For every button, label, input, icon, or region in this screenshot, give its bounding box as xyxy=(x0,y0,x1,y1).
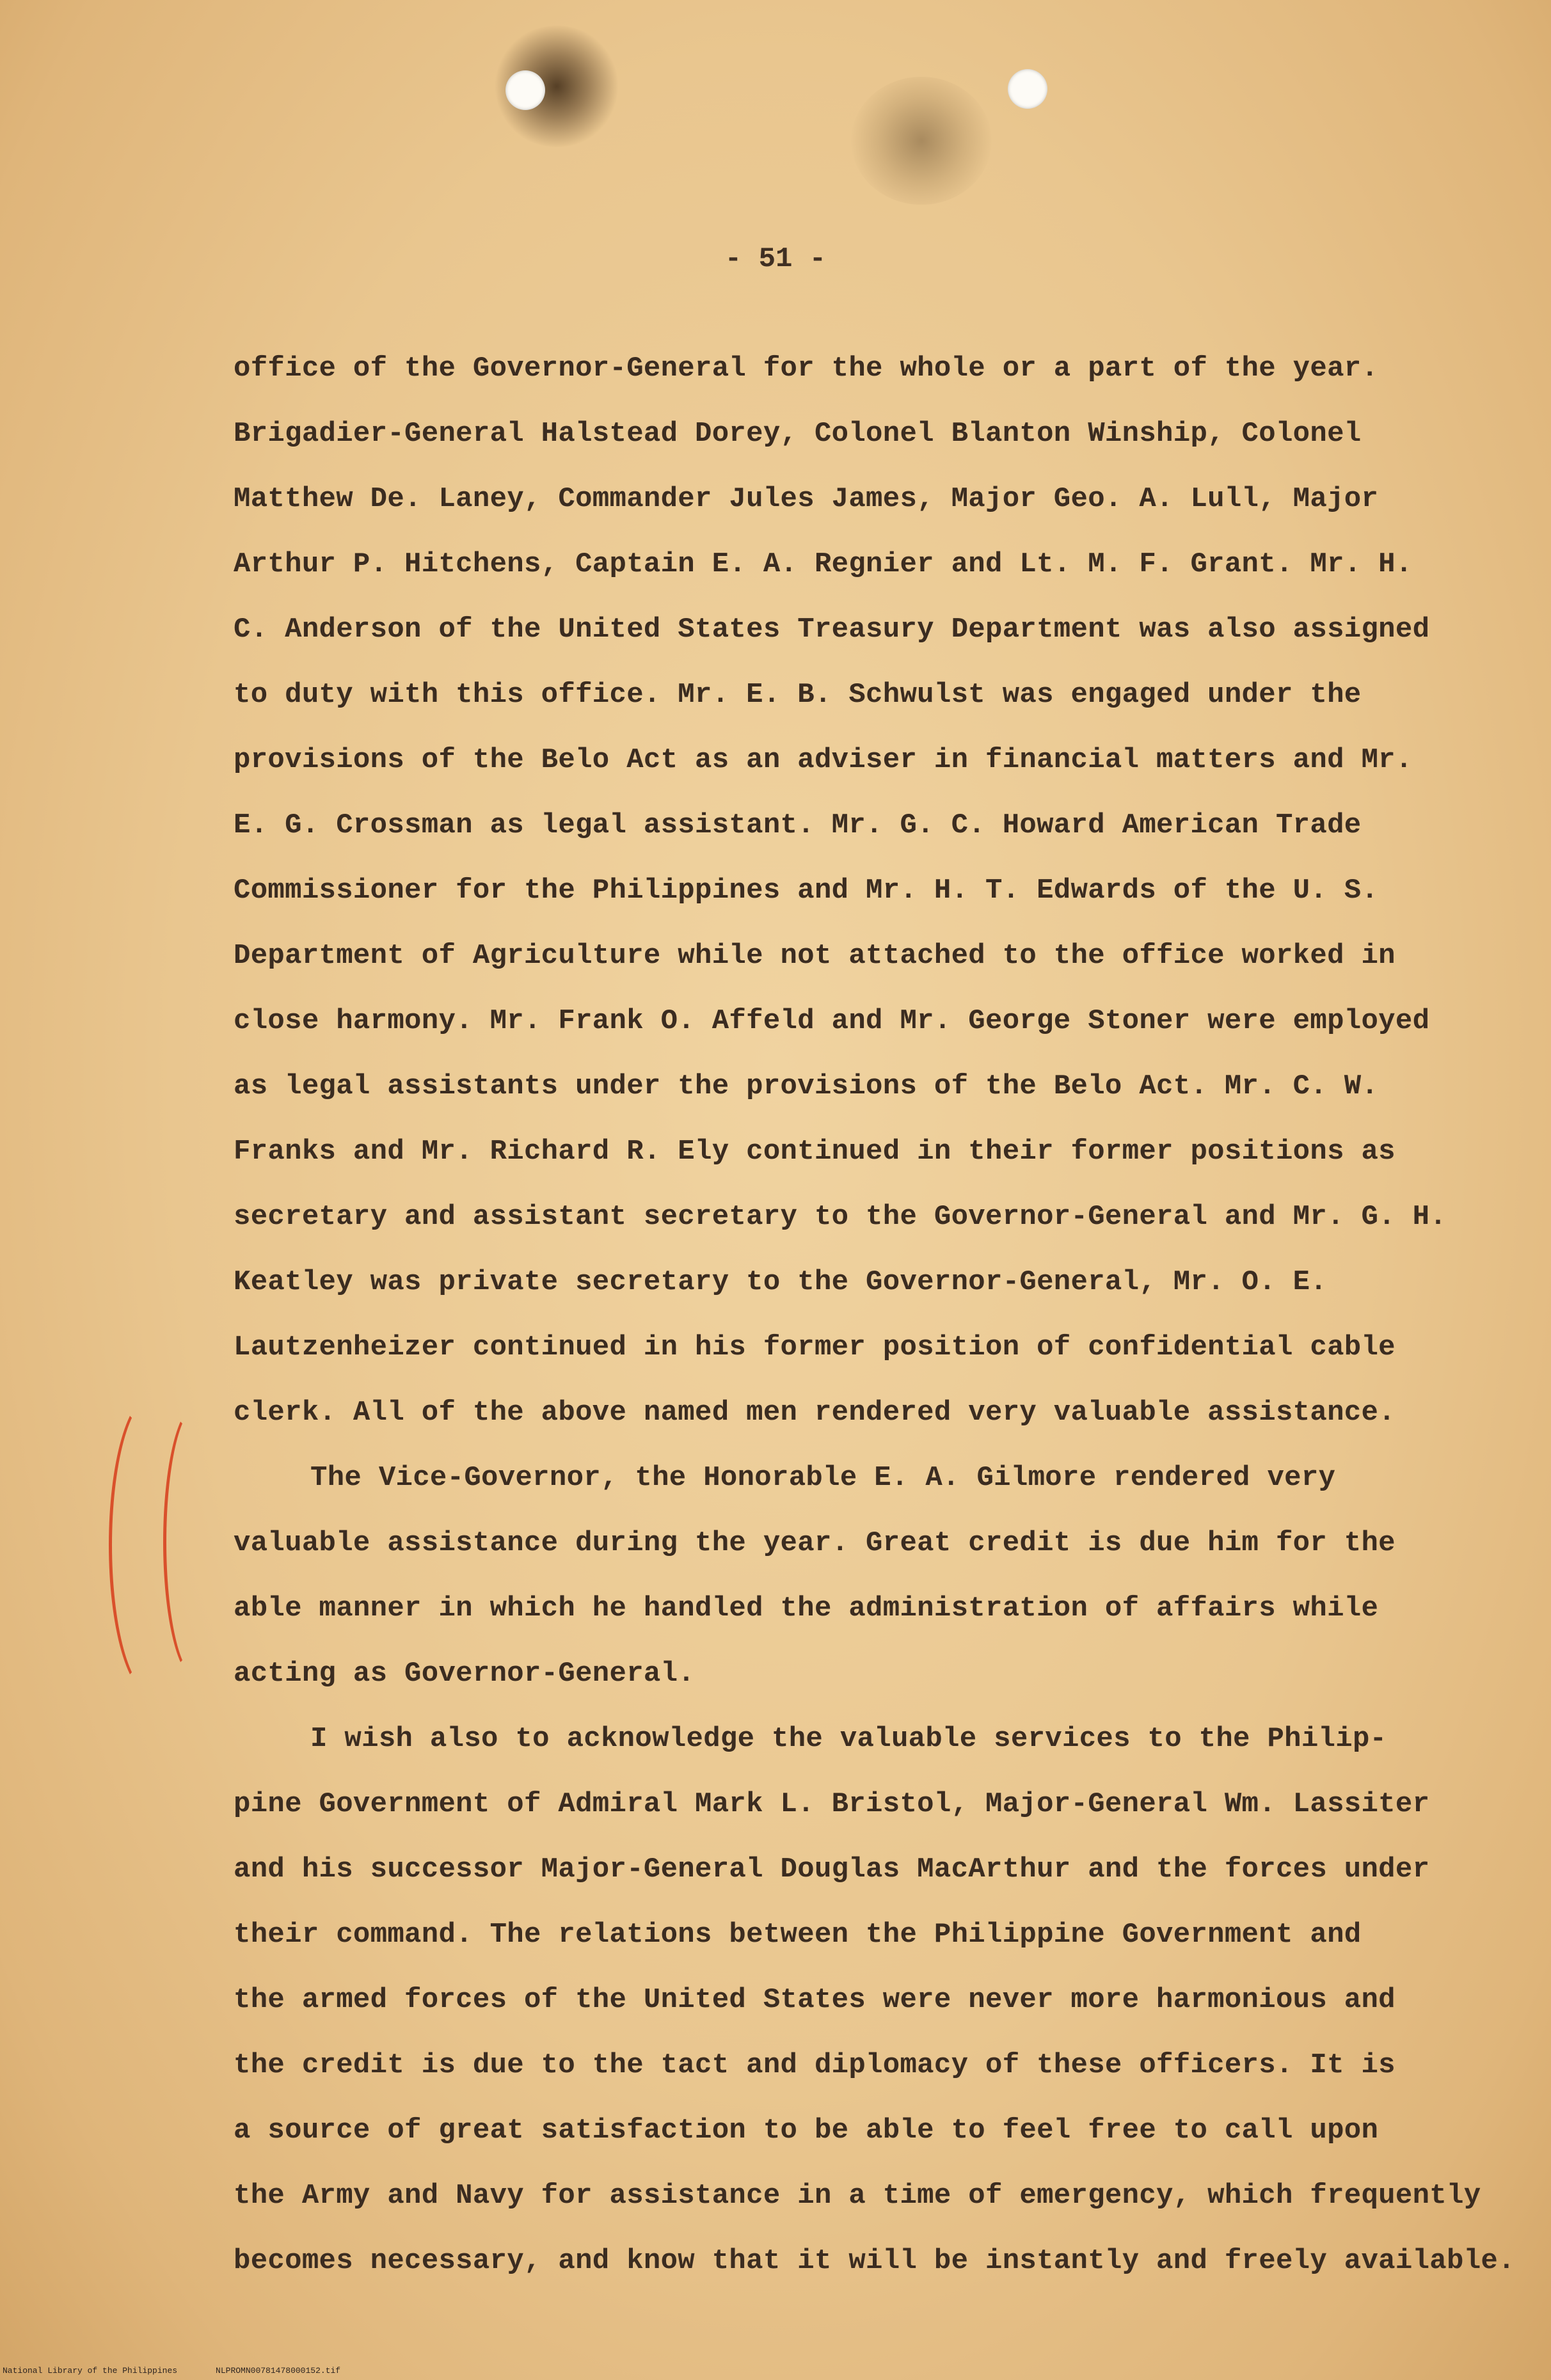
paragraph xyxy=(234,1706,1515,2294)
red-pencil-bracket-mark xyxy=(109,1395,195,1695)
text-line: a source of great satisfaction to be able to feel free to call upon xyxy=(234,2114,1379,2146)
text-line: C. Anderson of the United States Treasury Department was also assigned xyxy=(234,614,1430,646)
text-line: clerk. All of the above named men rendered very valuable assistance. xyxy=(234,1397,1396,1429)
text-line: their command. The relations between the Philippine Government and xyxy=(234,1919,1362,1951)
text-line: Keatley was private secretary to the Governor-General, Mr. O. E. xyxy=(234,1266,1328,1298)
punch-hole xyxy=(505,70,545,110)
text-line: I wish also to acknowledge the valuable services to the Philip- xyxy=(310,1723,1387,1755)
text-line: Lautzenheizer continued in his former position of confidential cable xyxy=(234,1331,1396,1363)
text-line: Department of Agriculture while not attached to the office worked in xyxy=(234,940,1396,972)
paragraph xyxy=(234,336,1449,1445)
text-line: Franks and Mr. Richard R. Ely continued in their former positions as xyxy=(234,1136,1396,1168)
file-id: NLPROMN00781478000152.tif xyxy=(216,2366,341,2376)
red-pencil-bracket-mark xyxy=(163,1404,230,1679)
text-line: valuable assistance during the year. Great credit is due him for the xyxy=(234,1527,1396,1559)
paragraph xyxy=(234,1445,1449,1706)
archive-footer xyxy=(3,2366,340,2376)
text-line: Brigadier-General Halstead Dorey, Colonel Blanton Winship, Colonel xyxy=(234,418,1362,450)
text-line: the armed forces of the United States were never more harmonious and xyxy=(234,1984,1396,2016)
text-line: acting as Governor-General. xyxy=(234,1658,696,1690)
text-line: The Vice-Governor, the Honorable E. A. Gilmore rendered very xyxy=(310,1462,1336,1494)
text-line: secretary and assistant secretary to the Governor-General and Mr. G. H. xyxy=(234,1201,1447,1233)
page-number: - 51 - xyxy=(724,243,827,275)
text-line: as legal assistants under the provisions of the Belo Act. Mr. C. W. xyxy=(234,1070,1379,1102)
text-line: Matthew De. Laney, Commander Jules James, Major Geo. A. Lull, Major xyxy=(234,483,1379,515)
library-credit: National Library of the Philippines xyxy=(3,2366,178,2376)
text-line: and his successor Major-General Douglas MacArthur and the forces under xyxy=(234,1853,1430,1885)
ink-stain xyxy=(851,77,992,205)
text-line: to duty with this office. Mr. E. B. Schwulst was engaged under the xyxy=(234,679,1362,711)
text-line: pine Government of Admiral Mark L. Bristol, Major-General Wm. Lassiter xyxy=(234,1788,1430,1820)
text-line: Arthur P. Hitchens, Captain E. A. Regnier and Lt. M. F. Grant. Mr. H. xyxy=(234,548,1413,580)
document-body xyxy=(234,336,1515,2294)
text-line: able manner in which he handled the administration of affairs while xyxy=(234,1592,1379,1624)
text-line: close harmony. Mr. Frank O. Affeld and Mr. George Stoner were employed xyxy=(234,1005,1430,1037)
punch-hole xyxy=(1008,69,1047,109)
text-line: E. G. Crossman as legal assistant. Mr. G. C. Howard American Trade xyxy=(234,809,1362,841)
text-line: the Army and Navy for assistance in a time of emergency, which frequently xyxy=(234,2180,1481,2212)
text-line: office of the Governor-General for the whole or a part of the year. xyxy=(234,353,1379,385)
text-line: Commissioner for the Philippines and Mr. H. T. Edwards of the U. S. xyxy=(234,875,1379,907)
text-line: becomes necessary, and know that it will be instantly and freely available. xyxy=(234,2245,1515,2277)
text-line: the credit is due to the tact and diplomacy of these officers. It is xyxy=(234,2049,1396,2081)
text-line: provisions of the Belo Act as an adviser in financial matters and Mr. xyxy=(234,744,1413,776)
